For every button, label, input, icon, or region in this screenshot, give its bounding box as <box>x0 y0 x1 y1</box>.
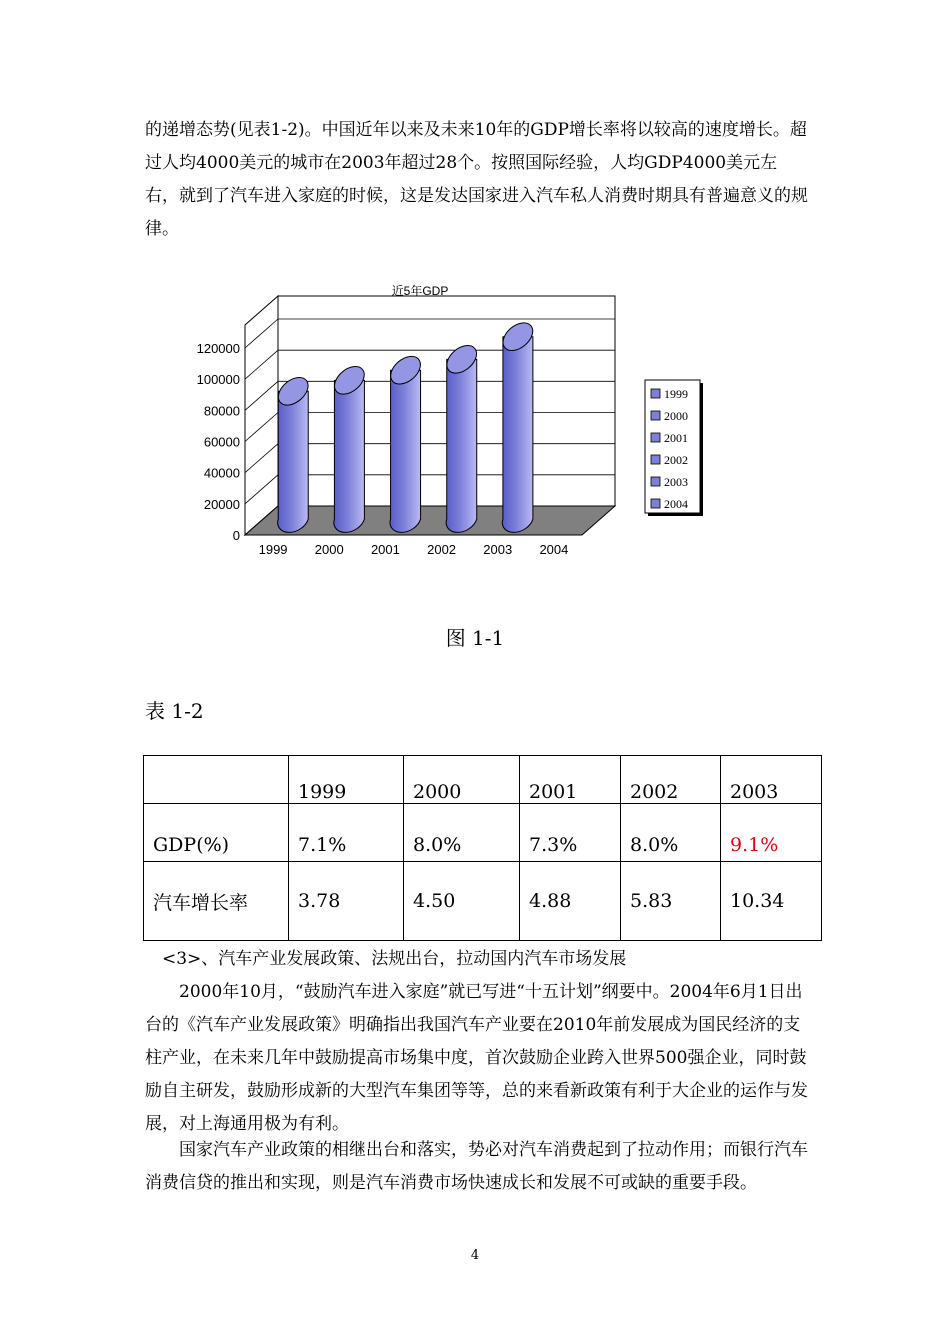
table-cell: 5.83 <box>621 862 721 941</box>
table-header-cell <box>144 756 289 804</box>
legend-label: 2003 <box>664 475 688 489</box>
legend-swatch <box>651 455 660 464</box>
table-cell: 3.78 <box>289 862 404 941</box>
y-tick-label: 20000 <box>203 496 240 512</box>
table-cell: 8.0% <box>404 804 520 862</box>
legend-label: 1999 <box>664 387 688 401</box>
chart-bar <box>278 391 309 532</box>
legend-label: 2001 <box>664 431 688 445</box>
legend-swatch <box>651 389 660 398</box>
chart-bar <box>390 370 421 532</box>
growth-table <box>143 755 822 941</box>
legend-swatch <box>651 433 660 442</box>
credit-paragraph: 国家汽车产业政策的相继出台和落实，势必对汽车消费起到了拉动作用；而银行汽车消费信贷的推出和实现，则是汽车消费市场快速成长和发展不可或缺的重要手段。 <box>145 1140 808 1193</box>
table-header-cell: 2002 <box>621 756 721 804</box>
table-cell: 8.0% <box>621 804 721 862</box>
gdp-chart-svg <box>170 272 730 572</box>
legend-label: 2000 <box>664 409 688 423</box>
table-cell: 10.34 <box>721 862 822 941</box>
table-row <box>144 804 822 862</box>
x-tick-label: 2003 <box>483 542 513 557</box>
y-tick-label: 120000 <box>196 341 240 356</box>
y-tick-label: 80000 <box>203 403 240 419</box>
legend-label: 2004 <box>664 497 688 511</box>
legend-swatch <box>651 411 660 420</box>
policy-paragraph: 2000年10月，“鼓励汽车进入家庭”就已写进“十五计划”纲要中。2004年6月1日出台的《汽车产业发展政策》明确指出我国汽车产业要在2010年前发展成为国民经济的支柱产业，在未来几年中鼓励提高市场集中度，首次鼓励企业跨入世界500强企业，同时鼓励自主研发，鼓励形成新的大型汽车集团等等，总的来看新政策有利于大企业的运作与发展，对上海通用极为有利。 <box>145 982 808 1134</box>
table-header-row <box>144 756 822 804</box>
table-cell: 7.1% <box>289 804 404 862</box>
table-cell: 汽车增长率 <box>144 862 289 941</box>
table-header-cell: 1999 <box>289 756 404 804</box>
y-tick-label: 100000 <box>196 372 240 388</box>
section-heading: <3>、汽车产业发展政策、法规出台，拉动国内汽车市场发展 <box>162 949 627 969</box>
table-cell: 4.88 <box>520 862 621 941</box>
gdp-chart <box>170 272 730 572</box>
table-cell: 4.50 <box>404 862 520 941</box>
legend-label: 2002 <box>664 453 688 467</box>
chart-title: 近5年GDP <box>391 284 449 298</box>
legend-swatch <box>651 477 660 486</box>
y-tick-label: 0 <box>232 528 240 543</box>
table-header-cell: 2000 <box>404 756 520 804</box>
figure-caption: 图 1-1 <box>445 626 505 650</box>
intro-paragraph: 的递增态势(见表1-2)。中国近年以来及未来10年的GDP增长率将以较高的速度增长。超过人均4000美元的城市在2003年超过28个。按照国际经验，人均GDP4000美元左右，就到了汽车进入家庭的时候，这是发达国家进入汽车私人消费时期具有普遍意义的规律。 <box>145 120 808 239</box>
table-header-cell: 2003 <box>721 756 822 804</box>
table-cell-highlight: 9.1% <box>721 804 822 862</box>
y-tick-label: 40000 <box>203 465 240 481</box>
table-row <box>144 862 822 941</box>
x-tick-label: 1999 <box>258 542 288 557</box>
page-number: 4 <box>470 1248 480 1263</box>
table-cell: 7.3% <box>520 804 621 862</box>
table-cell: GDP(%) <box>144 804 289 862</box>
x-tick-label: 2001 <box>370 542 400 557</box>
table-header-cell: 2001 <box>520 756 621 804</box>
x-tick-label: 2000 <box>314 542 344 557</box>
chart-bar <box>334 380 365 532</box>
table-title: 表 1-2 <box>145 699 204 723</box>
y-tick-label: 60000 <box>203 434 240 450</box>
chart-bar <box>446 359 477 532</box>
x-tick-label: 2004 <box>539 542 569 557</box>
chart-bar <box>502 337 533 533</box>
x-tick-label: 2002 <box>427 542 457 557</box>
legend-swatch <box>651 499 660 508</box>
